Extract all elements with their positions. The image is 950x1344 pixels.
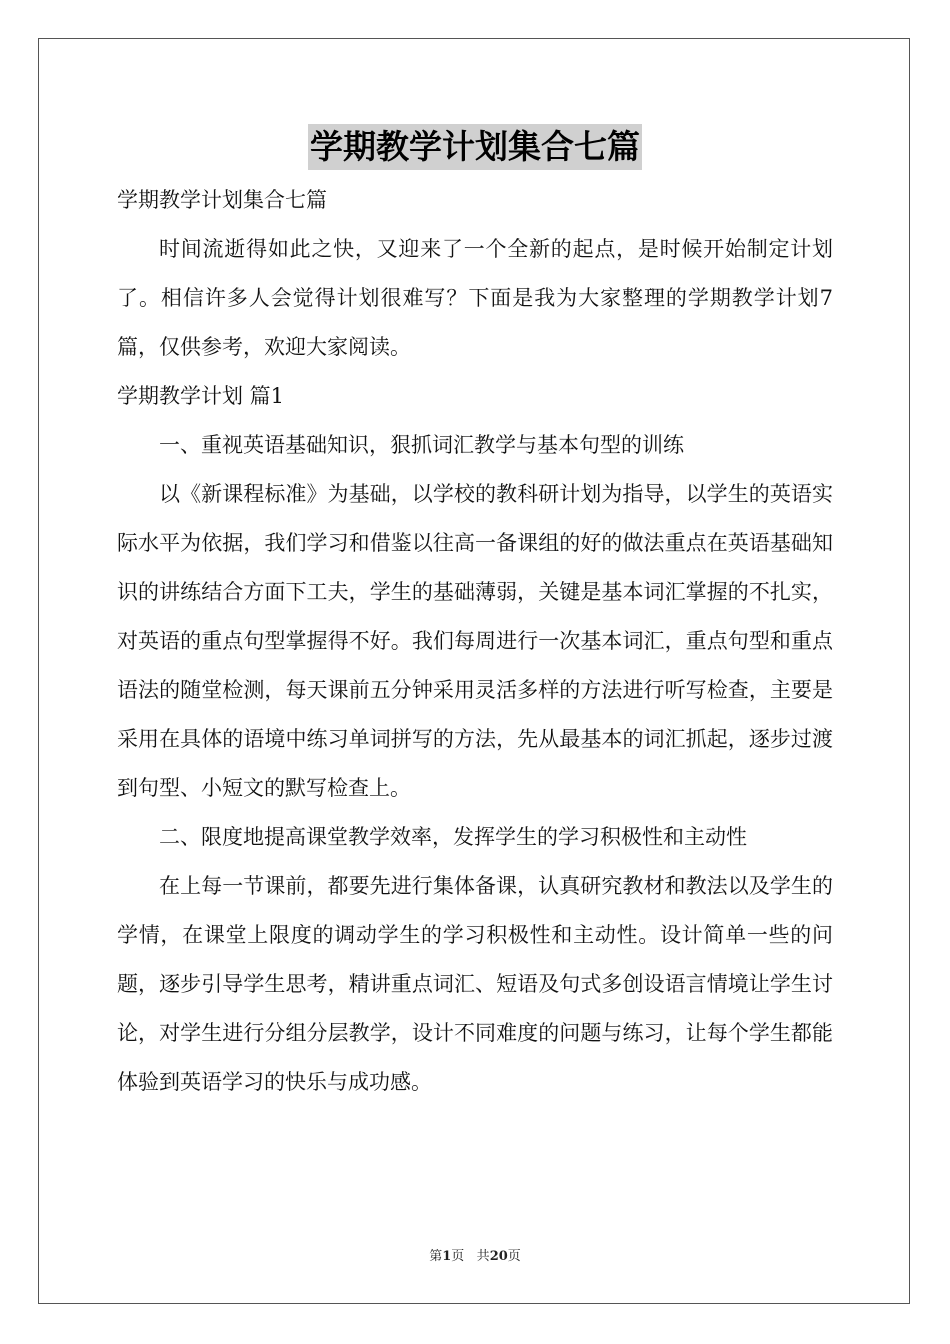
- total-pages: 20: [489, 1249, 508, 1264]
- document-body: [117, 176, 833, 1107]
- title-block: [0, 124, 950, 170]
- subsection-heading: 一、重视英语基础知识，狠抓词汇教学与基本句型的训练: [159, 433, 684, 457]
- page-prefix: 第: [429, 1249, 443, 1264]
- page-footer: [0, 1245, 950, 1264]
- total-prefix: 共: [476, 1249, 490, 1264]
- section-heading: 学期教学计划 篇1: [117, 384, 285, 408]
- total-suffix: 页: [507, 1249, 521, 1264]
- page-number: 1: [442, 1249, 452, 1264]
- page-suffix: 页: [451, 1249, 465, 1264]
- subsection-heading: 二、限度地提高课堂教学效率，发挥学生的学习积极性和主动性: [159, 825, 747, 849]
- paragraph: 学期教学计划集合七篇: [117, 188, 327, 212]
- paragraph: 在上每一节课前，都要先进行集体备课，认真研究教材和教法以及学生的学情，在课堂上限度的调动学生的学习积极性和主动性。设计简单一些的问题，逐步引导学生思考，精讲重点词汇、短语及句式多创设语言情境让学生讨论，对学生进行分组分层教学，设计不同难度的问题与练习，让每个学生都能体验到英语学习的快乐与成功感。: [117, 874, 833, 1094]
- paragraph: 时间流逝得如此之快，又迎来了一个全新的起点，是时候开始制定计划了。相信许多人会觉得计划很难写？下面是我为大家整理的学期教学计划7篇，仅供参考，欢迎大家阅读。: [117, 237, 833, 359]
- paragraph: 以《新课程标准》为基础，以学校的教科研计划为指导，以学生的英语实际水平为依据，我们学习和借鉴以往高一备课组的好的做法重点在英语基础知识的讲练结合方面下工夫，学生的基础薄弱，关键是基本词汇掌握的不扎实，对英语的重点句型掌握得不好。我们每周进行一次基本词汇，重点句型和重点语法的随堂检测，每天课前五分钟采用灵活多样的方法进行听写检查，主要是采用在具体的语境中练习单词拼写的方法，先从最基本的词汇抓起，逐步过渡到句型、小短文的默写检查上。: [117, 482, 833, 800]
- document-title: 学期教学计划集合七篇: [308, 124, 642, 170]
